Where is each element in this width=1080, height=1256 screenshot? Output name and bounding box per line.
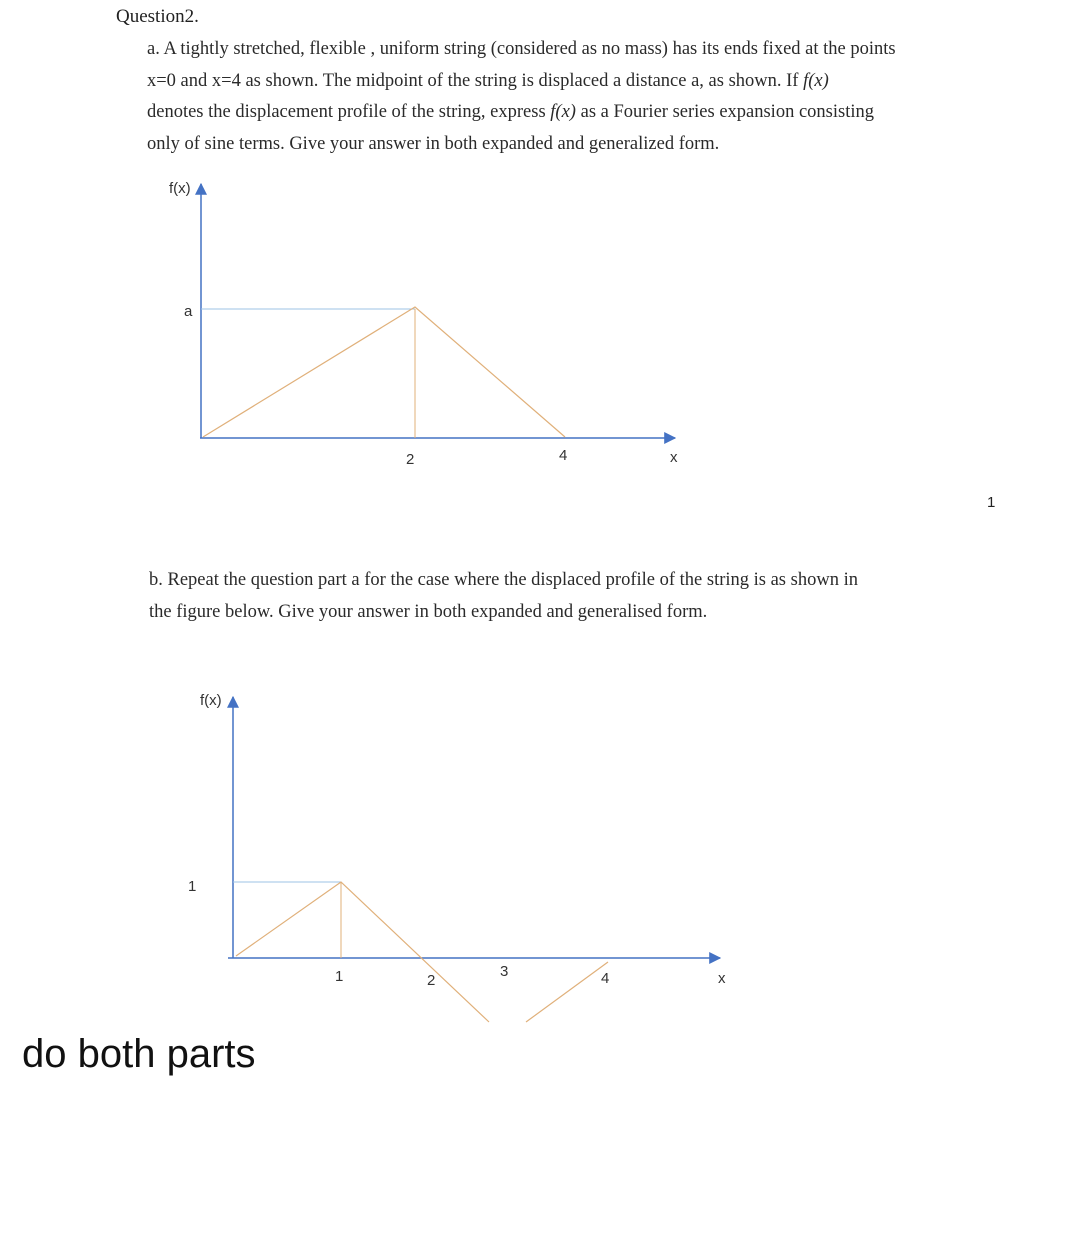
fig-b-xtick-3: 3 bbox=[500, 963, 509, 980]
fig-a-xtick-2: 2 bbox=[406, 451, 415, 468]
part-b-line-2: the figure below. Give your answer in both expanded and generalised form. bbox=[149, 601, 708, 622]
part-a-line-4: only of sine terms. Give your answer in both expanded and generalized form. bbox=[147, 133, 720, 154]
figure-a bbox=[169, 180, 678, 468]
part-a-line-3: denotes the displacement profile of the string, express f(x) as a Fourier series expansion consisting bbox=[147, 102, 874, 122]
fig-b-ytick-1: 1 bbox=[188, 878, 197, 895]
user-note: do both parts bbox=[22, 1032, 256, 1076]
fig-a-xlabel: x bbox=[670, 449, 678, 466]
question-heading: Question2. bbox=[116, 6, 199, 27]
fig-b-xtick-4: 4 bbox=[601, 970, 610, 987]
fig-b-ylabel: f(x) bbox=[200, 692, 222, 709]
part-a-line-1: a. A tightly stretched, flexible , uniform string (considered as no mass) has its ends fixed at the points bbox=[147, 39, 896, 59]
fig-a-xtick-4: 4 bbox=[559, 447, 568, 464]
part-b-line-1: b. Repeat the question part a for the case where the displaced profile of the string is as shown in bbox=[149, 570, 858, 590]
page-number: 1 bbox=[987, 494, 996, 511]
fig-a-ylabel: f(x) bbox=[169, 180, 191, 197]
fig-b-profile-first bbox=[236, 882, 489, 1022]
fx-symbol: f(x) bbox=[803, 70, 829, 91]
fig-a-ytick-a: a bbox=[184, 303, 193, 320]
fig-b-xtick-1: 1 bbox=[335, 968, 344, 985]
fig-b-xlabel: x bbox=[718, 970, 726, 987]
fx-symbol: f(x) bbox=[550, 102, 576, 122]
fig-a-profile bbox=[203, 307, 565, 437]
fig-b-xtick-2: 2 bbox=[427, 972, 436, 989]
part-a-line-2: x=0 and x=4 as shown. The midpoint of the string is displaced a distance a, as shown. If f(x) bbox=[147, 70, 829, 91]
fig-b-profile-second bbox=[526, 962, 608, 1022]
figure-b bbox=[188, 692, 726, 1022]
